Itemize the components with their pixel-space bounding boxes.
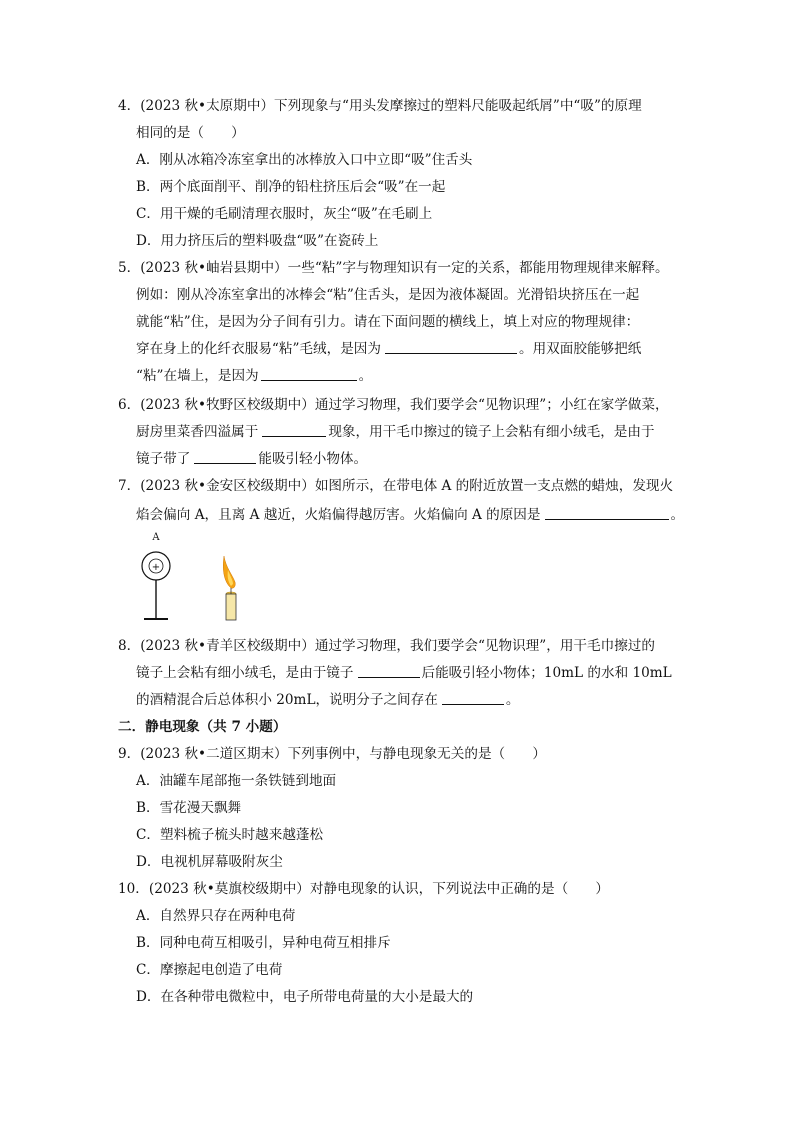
q8-stem-line2 xyxy=(136,663,672,683)
q6-line2-text-b: 现象，用干毛巾擦过的镜子上会粘有细小绒毛，是由于 xyxy=(328,424,655,440)
q4-stem-line1: 4．(2023 秋•太原期中）下列现象与“用头发摩擦过的塑料尺能吸起纸屑”中“吸”的原理 xyxy=(118,98,642,114)
q10-option-c: C．摩擦起电创造了电荷 xyxy=(136,962,283,978)
q5-stem-line3: 就能“粘”住，是因为分子间有引力。请在下面问题的横线上，填上对应的物理规律： xyxy=(136,314,640,330)
q10-option-a: A．自然界只存在两种电荷 xyxy=(136,908,296,924)
q5-stem-line1: 5．(2023 秋•岫岩县期中）一些“粘”字与物理知识有一定的关系，都能用物理规律来解释。 xyxy=(118,260,669,276)
positive-charge-sign: + xyxy=(151,562,161,573)
q6-line2-text-a: 厨房里菜香四溢属于 xyxy=(136,424,259,440)
q4-option-d: D．用力挤压后的塑料吸盘“吸”在瓷砖上 xyxy=(136,233,379,249)
q5-stem-line2: 例如：刚从冷冻室拿出的冰棒会“粘”住舌头，是因为液体凝固。光滑铅块挤压在一起 xyxy=(136,287,640,303)
q7-stem-line1: 7．(2023 秋•金安区校级期中）如图所示，在带电体 A 的附近放置一支点燃的蜡烛，发现火 xyxy=(118,478,674,494)
q8-stem-line1: 8．(2023 秋•青羊区校级期中）通过学习物理，我们要学会“见物识理”，用干毛巾擦过的 xyxy=(118,638,655,654)
q7-answer-blank[interactable] xyxy=(545,505,669,520)
q5-line5-text-b: 。 xyxy=(358,368,373,384)
q6-stem-line3 xyxy=(136,449,367,469)
section-heading: 二．静电现象（共 7 小题） xyxy=(118,719,287,735)
q9-option-a: A．油罐车尾部拖一条铁链到地面 xyxy=(136,773,337,789)
q8-stem-line3 xyxy=(136,690,519,710)
q7-line2-text-b: 。 xyxy=(670,507,685,523)
q5-stem-line5 xyxy=(136,366,372,386)
q5-answer-blank-2[interactable] xyxy=(261,366,357,381)
q7-figure xyxy=(140,530,250,626)
q6-line3-text-b: 能吸引轻小物体。 xyxy=(258,451,368,467)
q10-option-d: D．在各种带电微粒中，电子所带电荷量的大小是最大的 xyxy=(136,989,474,1005)
q5-line5-text-a: “粘”在墙上，是因为 xyxy=(136,368,259,384)
q9-option-d: D．电视机屏幕吸附灰尘 xyxy=(136,854,283,870)
q4-stem-line2: 相同的是（ ） xyxy=(136,125,245,141)
q6-answer-blank-2[interactable] xyxy=(194,449,256,464)
q4-option-c: C．用干燥的毛刷清理衣服时，灰尘“吸”在毛刷上 xyxy=(136,206,433,222)
q7-stem-line2 xyxy=(136,505,684,525)
q8-answer-blank-2[interactable] xyxy=(442,690,504,705)
q6-line3-text-a: 镜子带了 xyxy=(136,451,191,467)
q8-line2-text-a: 镜子上会粘有细小绒毛，是由于镜子 xyxy=(136,665,354,681)
q6-stem-line2 xyxy=(136,422,655,442)
q5-line4-text-b: 。用双面胶能够把纸 xyxy=(519,341,642,357)
q6-stem-line1: 6．(2023 秋•牧野区校级期中）通过学习物理，我们要学会“见物识理”；小红在家学做菜， xyxy=(118,397,669,413)
q4-option-b: B．两个底面削平、削净的铅柱挤压后会“吸”在一起 xyxy=(136,179,446,195)
candle-flame-icon xyxy=(223,556,235,588)
candle-body xyxy=(226,594,236,620)
q6-answer-blank-1[interactable] xyxy=(262,422,326,437)
q5-line4-text-a: 穿在身上的化纤衣服易“粘”毛绒，是因为 xyxy=(136,341,381,357)
q9-option-b: B．雪花漫天飘舞 xyxy=(136,800,242,816)
q5-answer-blank-1[interactable] xyxy=(385,339,517,354)
q9-option-c: C．塑料梳子梳头时越来越蓬松 xyxy=(136,827,324,843)
q10-stem: 10．(2023 秋•莫旗校级期中）对静电现象的认识，下列说法中正确的是（ ） xyxy=(118,881,609,897)
q9-stem: 9．(2023 秋•二道区期末）下列事例中，与静电现象无关的是（ ） xyxy=(118,746,546,762)
q8-line2-text-b: 后能吸引轻小物体；10mL 的水和 10mL xyxy=(421,665,672,681)
q7-line2-text-a: 焰会偏向 A，且离 A 越近，火焰偏得越厉害。火焰偏向 A 的原因是 xyxy=(136,507,541,523)
q8-line3-text-b: 。 xyxy=(505,692,520,708)
q10-option-b: B．同种电荷互相吸引，异种电荷互相排斥 xyxy=(136,935,391,951)
q8-answer-blank-1[interactable] xyxy=(358,663,420,678)
q4-option-a: A．刚从冰箱冷冻室拿出的冰棒放入口中立即“吸”住舌头 xyxy=(136,152,473,168)
q8-line3-text-a: 的酒精混合后总体积小 20mL，说明分子之间存在 xyxy=(136,692,438,708)
q5-stem-line4 xyxy=(136,339,641,359)
charged-body-label: A xyxy=(152,532,160,543)
